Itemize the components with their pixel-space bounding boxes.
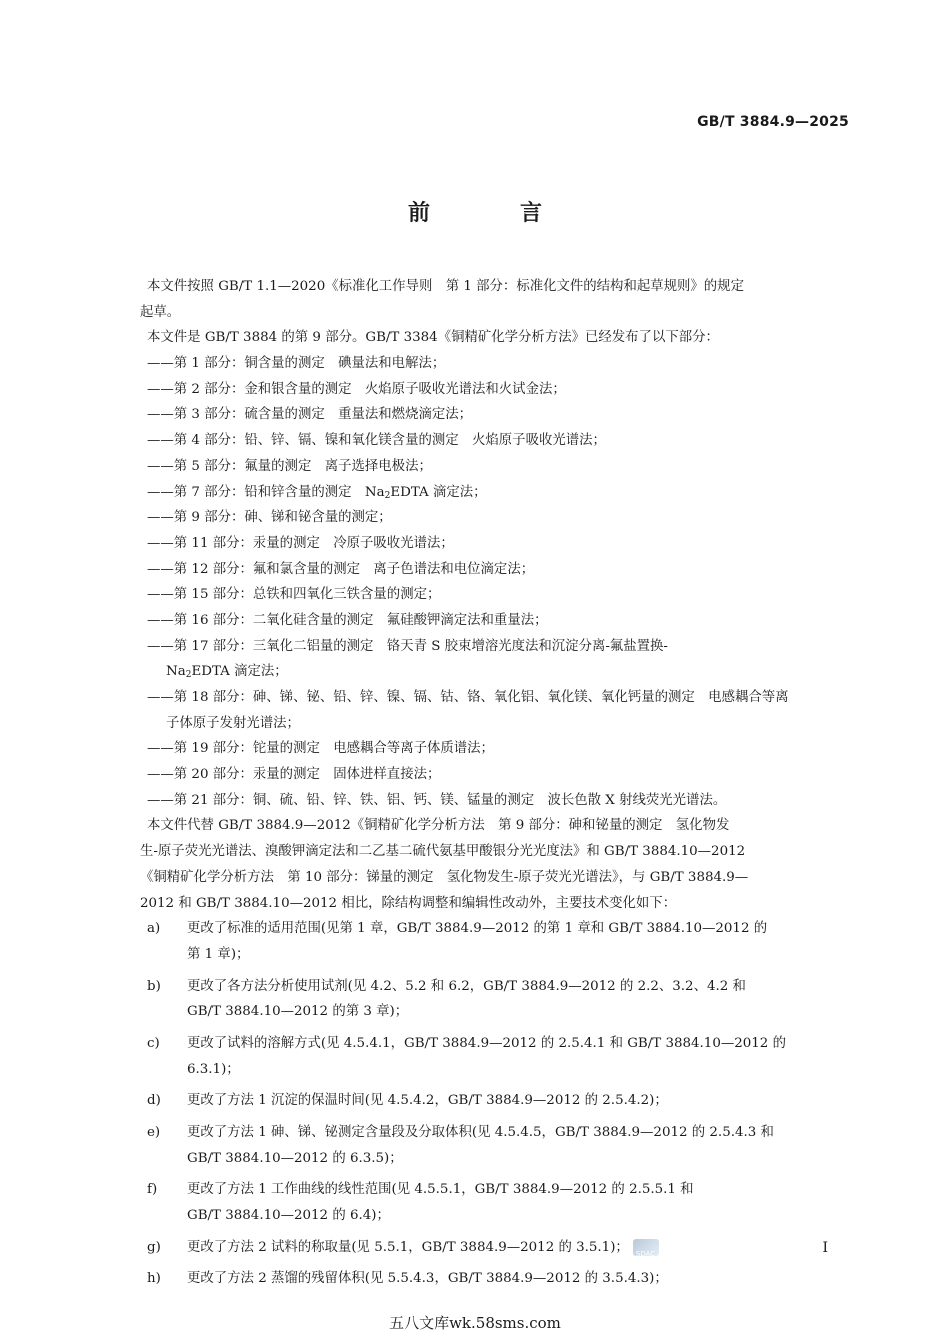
subscript: 2 bbox=[185, 670, 192, 681]
replace-line: 《铜精矿化学分析方法 第 10 部分：锑量的测定 氢化物发生-原子荧光光谱法》，与 GB/T 3884.9— bbox=[140, 869, 749, 885]
change-item bbox=[140, 974, 848, 1025]
replace-line: 2012 和 GB/T 3884.10—2012 相比，除结构调整和编辑性改动外，主要技术变化如下： bbox=[140, 895, 677, 911]
replace-line: 本文件代替 GB/T 3884.9—2012《铜精矿化学分析方法 第 9 部分：砷和铋量的测定 氢化物发 bbox=[147, 818, 730, 834]
change-text: 更改了标准的适用范围(见第 1 章，GB/T 3884.9—2012 的第 1 章和 GB/T 3884.10—2012 的 bbox=[187, 921, 768, 937]
intro-line: 本文件是 GB/T 3884 的第 9 部分。GB/T 3384《铜精矿化学分析方法》已经发布了以下部分： bbox=[147, 330, 719, 346]
part-item: ——第 11 部分：汞量的测定 冷原子吸收光谱法； bbox=[147, 535, 454, 551]
change-label: e) bbox=[147, 1125, 161, 1140]
intro-line: 本文件按照 GB/T 1.1—2020《标准化工作导则 第 1 部分：标准化文件的结构和起草规则》的规定 bbox=[147, 279, 744, 294]
replace-line: 生-原子荧光光谱法、溴酸钾滴定法和二乙基二硫代氨基甲酸银分光光度法》和 GB/T 3884.10—2012 bbox=[140, 844, 746, 860]
part-item: ——第 2 部分：金和银含量的测定 火焰原子吸收光谱法和火试金法； bbox=[147, 381, 566, 397]
part-text: EDTA 滴定法； bbox=[191, 664, 288, 680]
stamp-text: SDAC bbox=[635, 1249, 656, 1258]
intro-line: 起草。 bbox=[140, 304, 181, 320]
change-label: d) bbox=[147, 1093, 161, 1109]
part-item: ——第 5 部分：氟量的测定 离子选择电极法； bbox=[147, 458, 432, 474]
watermark-stamp-icon bbox=[633, 1239, 659, 1256]
part-item: ——第 16 部分：二氧化硅含量的测定 氟硅酸钾滴定法和重量法； bbox=[147, 612, 548, 628]
change-text-span: 更改了方法 2 试料的称取量(见 5.5.1，GB/T 3884.9—2012 的 3.5.1)； bbox=[187, 1239, 629, 1255]
change-item bbox=[140, 1266, 848, 1292]
part-text: ——第 7 部分：铅和锌含量的测定 Na bbox=[147, 484, 385, 500]
part-item: ——第 17 部分：三氧化二铝量的测定 铬天青 S 胶束增溶光度法和沉淀分离-氟盐置换- bbox=[147, 638, 668, 654]
part-item: ——第 1 部分：铜含量的测定 碘量法和电解法； bbox=[147, 356, 446, 372]
part-item-continued: 子体原子发射光谱法； bbox=[166, 715, 300, 731]
change-text: GB/T 3884.10—2012 的 6.3.5)； bbox=[187, 1150, 403, 1166]
change-text: 更改了方法 1 工作曲线的线性范围(见 4.5.5.1，GB/T 3884.9—2012 的 2.5.5.1 和 bbox=[187, 1182, 694, 1198]
page-number: I bbox=[822, 1240, 828, 1256]
change-text: GB/T 3884.10—2012 的 6.4)； bbox=[187, 1208, 390, 1224]
change-label: b) bbox=[147, 978, 161, 994]
change-label: g) bbox=[147, 1239, 161, 1255]
change-item bbox=[140, 1235, 848, 1261]
change-text: 更改了试料的溶解方式(见 4.5.4.1，GB/T 3884.9—2012 的 2.5.4.1 和 GB/T 3884.10—2012 的 bbox=[187, 1035, 786, 1051]
change-item bbox=[140, 1177, 848, 1228]
page-title: 前 言 bbox=[407, 201, 576, 226]
change-text: 6.3.1)； bbox=[187, 1061, 240, 1077]
change-text: GB/T 3884.10—2012 的第 3 章)； bbox=[187, 1004, 409, 1020]
change-label: a) bbox=[147, 921, 161, 937]
document-body bbox=[140, 274, 848, 1292]
change-text: 第 1 章)； bbox=[187, 946, 250, 962]
part-text: EDTA 滴定法； bbox=[390, 484, 487, 500]
change-text: 更改了方法 1 砷、锑、铋测定含量段及分取体积(见 4.5.4.5，GB/T 3884.9—2012 的 2.5.4.3 和 bbox=[187, 1125, 774, 1140]
subscript: 2 bbox=[384, 490, 391, 501]
footer-watermark: 五八文库wk.58sms.com bbox=[389, 1314, 561, 1332]
change-item bbox=[140, 1031, 848, 1082]
change-text: 更改了各方法分析使用试剂(见 4.2、5.2 和 6.2，GB/T 3884.9—2012 的 2.2、3.2、4.2 和 bbox=[187, 978, 746, 994]
part-item: ——第 18 部分：砷、锑、铋、铅、锌、镍、镉、钴、铬、氧化铝、氧化镁、氧化钙量的测定 电感耦合等离 bbox=[147, 690, 789, 705]
change-item bbox=[140, 916, 848, 967]
change-text: 更改了方法 2 蒸馏的残留体积(见 5.5.4.3，GB/T 3884.9—2012 的 3.5.4.3)； bbox=[187, 1271, 668, 1287]
standard-code: GB/T 3884.9—2025 bbox=[697, 114, 849, 130]
change-text: 更改了方法 1 沉淀的保温时间(见 4.5.4.2，GB/T 3884.9—2012 的 2.5.4.2)； bbox=[187, 1093, 668, 1109]
part-item: ——第 9 部分：砷、锑和铋含量的测定； bbox=[147, 510, 392, 526]
change-label: h) bbox=[147, 1271, 161, 1287]
part-item: ——第 20 部分：汞量的测定 固体进样直接法； bbox=[147, 767, 441, 783]
part-item bbox=[140, 480, 848, 506]
change-item bbox=[140, 1088, 848, 1114]
part-item: ——第 12 部分：氟和氯含量的测定 离子色谱法和电位滴定法； bbox=[147, 561, 535, 577]
part-item: ——第 4 部分：铅、锌、镉、镍和氧化镁含量的测定 火焰原子吸收光谱法； bbox=[147, 433, 606, 449]
change-label: f) bbox=[147, 1182, 158, 1198]
part-item: ——第 15 部分：总铁和四氧化三铁含量的测定； bbox=[147, 587, 441, 603]
part-item: ——第 21 部分：铜、硫、铅、锌、铁、铝、钙、镁、锰量的测定 波长色散 X 射线荧光光谱法。 bbox=[147, 792, 727, 808]
change-item bbox=[140, 1120, 848, 1171]
change-label: c) bbox=[147, 1035, 160, 1051]
part-item-continued bbox=[140, 659, 848, 685]
change-text bbox=[187, 1235, 848, 1261]
part-item: ——第 19 部分：铊量的测定 电感耦合等离子体质谱法； bbox=[147, 741, 494, 757]
part-item: ——第 3 部分：硫含量的测定 重量法和燃烧滴定法； bbox=[147, 407, 473, 423]
part-text: Na bbox=[166, 664, 186, 680]
